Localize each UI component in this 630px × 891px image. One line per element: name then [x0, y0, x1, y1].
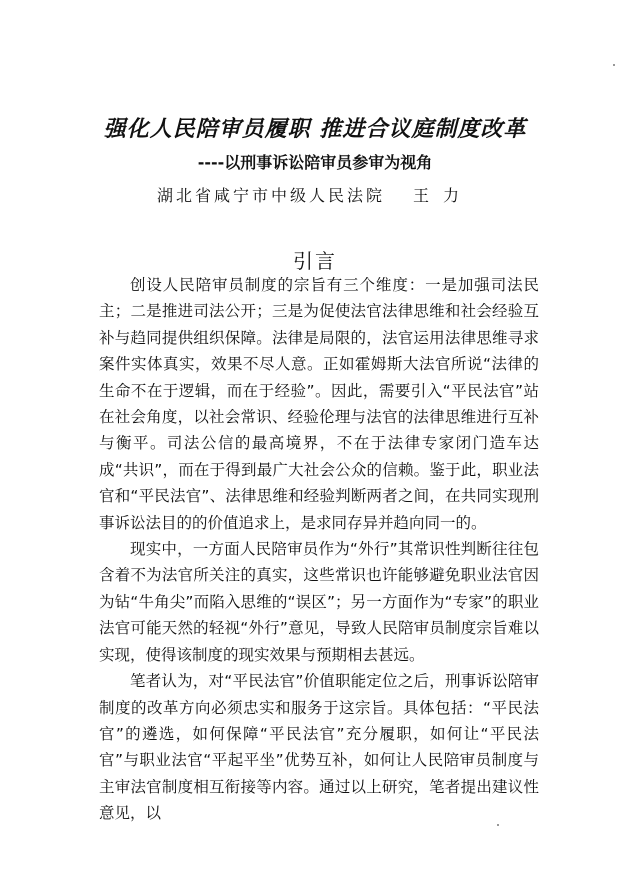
author-line: [0, 183, 630, 206]
scan-speck: [497, 824, 499, 826]
paragraph-3: 笔者认为，对“平民法官”价值职能定位之后，刑事诉讼陪审制度的改革方向必须忠实和服务于这宗旨。具体包括：“平民法官”的遴选，如何保障“平民法官”充分履职，如何让“平民法官”与职业法官“平起平坐”优势互补，如何让人民陪审员制度与主审法官制度相互衔接等内容。通过以上研究，笔者提出建议性意见，以: [99, 672, 539, 823]
paragraph-2: 现实中，一方面人民陪审员作为“外行”其常识性判断往往包含着不为法官所关注的真实，这些常识也许能够避免职业法官因为钻“牛角尖”而陷入思维的“误区”；另一方面作为“专家”的职业法官可能天然的轻视“外行”意见，导致人民陪审员制度宗旨难以实现，使得该制度的现实效果与预期相去甚远。: [99, 540, 539, 664]
section-heading-introduction: 引言: [293, 249, 337, 273]
document-subtitle: ----以刑事诉讼陪审员参审为视角: [197, 153, 433, 172]
body-text: [99, 272, 539, 827]
document-title: 强化人民陪审员履职 推进合议庭制度改革: [103, 116, 527, 142]
paragraph-1: 创设人民陪审员制度的宗旨有三个维度：一是加强司法民主；二是推进司法公开；三是为促使法官法律思维和社会经验互补与趋同提供组织保障。法律是局限的，法官运用法律思维寻求案件实体真实，效果不尽人意。正如霍姆斯大法官所说“法律的生命不在于逻辑，而在于经验”。因此，需要引入“平民法官”站在社会角度，以社会常识、经验伦理与法官的法律思维进行互补与衡平。司法公信的最高境界，不在于法律专家闭门造车达成“共识”，而在于得到最广大社会公众的信赖。鉴于此，职业法官和“平民法官”、法律思维和经验判断两者之间，在共同实现刑事诉讼法目的的价值追求上，是求同存异并趋向同一的。: [99, 276, 539, 532]
scan-speck: [613, 64, 615, 66]
author-affiliation: 湖北省咸宁市中级人民法院: [156, 186, 385, 205]
author-name: 王力: [413, 186, 474, 205]
